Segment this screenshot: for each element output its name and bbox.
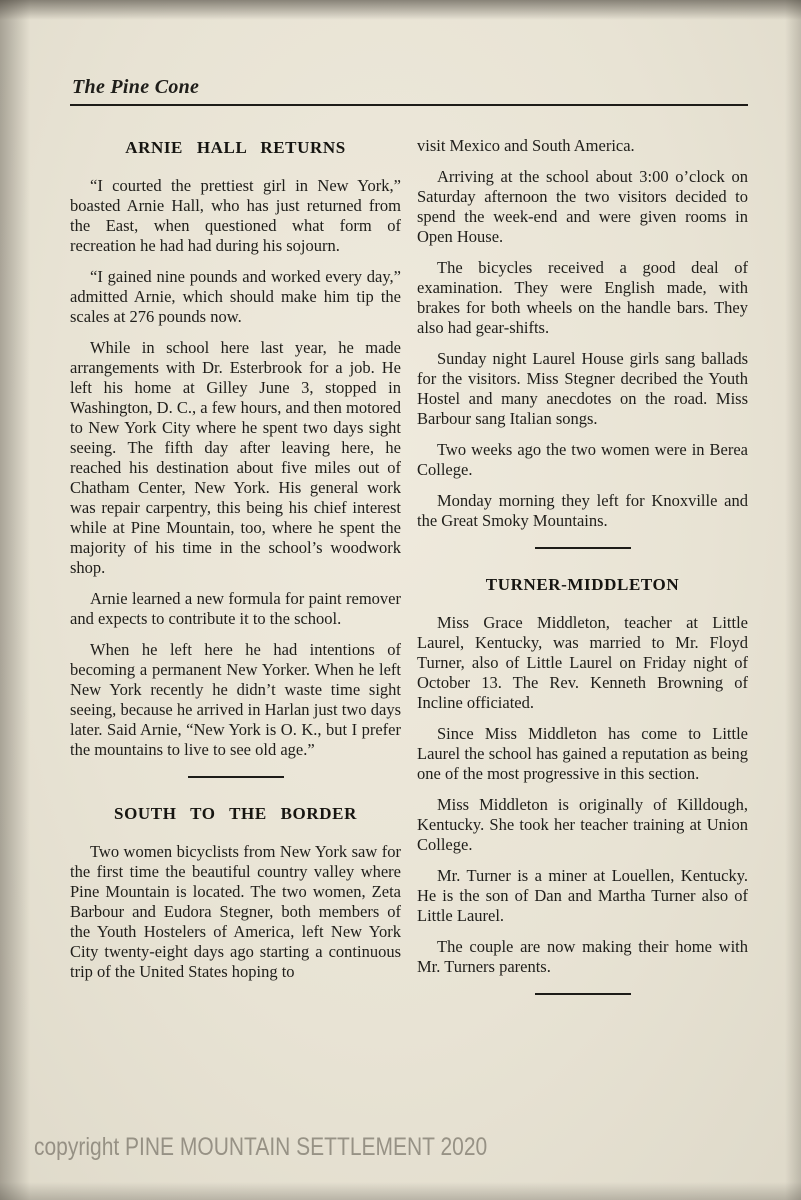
right-column <box>417 136 748 1021</box>
newsletter-title: The Pine Cone <box>72 76 200 98</box>
article-paragraph: When he left here he had intentions of becoming a permanent New Yorker. When he left New York recently he didn’t waste time sight seeing, because he arrived in Harlan just two days later. Said Arnie, “New York is O. K., but I prefer the mountains to live to see old age.” <box>70 640 401 759</box>
article-paragraph: Mr. Turner is a miner at Louellen, Kentucky. He is the son of Dan and Martha Turner also of Little Laurel. <box>417 866 748 925</box>
article-paragraph: visit Mexico and South America. <box>417 136 635 155</box>
article-paragraph: Two weeks ago the two women were in Berea College. <box>417 440 748 479</box>
article-columns <box>70 136 748 1021</box>
article-paragraph: “I gained nine pounds and worked every day,” admitted Arnie, which should make him tip the scales at 276 pounds now. <box>70 267 401 326</box>
section-divider <box>535 993 631 995</box>
article-paragraph: Sunday night Laurel House girls sang ballads for the visitors. Miss Stegner decribed the Youth Hostel and many anecdotes on the road. Miss Barbour sang Italian songs. <box>417 349 748 428</box>
article-paragraph: Miss Middleton is originally of Killdough, Kentucky. She took her teacher training at Union College. <box>417 795 748 854</box>
article-paragraph: The bicycles received a good deal of examination. They were English made, with brakes for both wheels on the handle bars. They also had gear-shifts. <box>417 258 748 337</box>
article-paragraph: Arnie learned a new formula for paint remover and expects to contribute it to the school. <box>70 589 401 628</box>
header-rule <box>70 104 748 106</box>
article-paragraph: Monday morning they left for Knoxville and the Great Smoky Mountains. <box>417 491 748 530</box>
article-paragraph: The couple are now making their home with Mr. Turners parents. <box>417 937 748 976</box>
article-title: ARNIE HALL RETURNS <box>125 138 346 157</box>
page-content <box>70 76 748 1021</box>
article-paragraph: While in school here last year, he made arrangements with Dr. Esterbrook for a job. He left his home at Gilley June 3, stopped in Washington, D. C., a few hours, and then motored to New York City where he spent two days sight seeing. The fifth day after leaving here, he reached his destination about five miles out of Chatham Center, New York. His general work was repair carpentry, this being his chief interest while at Pine Mountain, too, where he spent the majority of his time in the school’s woodwork shop. <box>70 338 401 577</box>
article-paragraph: Two women bicyclists from New York saw for the first time the beautiful country valley where Pine Mountain is located. The two women, Zeta Barbour and Eudora Stegner, both members of the Youth Hostelers of America, left New York City twenty-eight days ago starting a continuous trip of the United States hoping to <box>70 842 401 981</box>
article-paragraph: “I courted the prettiest girl in New York,” boasted Arnie Hall, who has just returned from the East, when questioned what form of recreation he had had during his sojourn. <box>70 176 401 255</box>
newsletter-header <box>70 76 748 106</box>
article-paragraph: Since Miss Middleton has come to Little Laurel the school has gained a reputation as being one of the most progressive in this section. <box>417 724 748 783</box>
article-title: SOUTH TO THE BORDER <box>114 804 357 823</box>
article-paragraph: Arriving at the school about 3:00 o’clock on Saturday afternoon the two visitors decided to spend the week-end and were given rooms in Open House. <box>417 167 748 246</box>
left-column <box>70 136 401 1021</box>
copyright-watermark: copyright PINE MOUNTAIN SETTLEMENT 2020 <box>34 1133 488 1161</box>
section-divider <box>535 547 631 549</box>
article-title: TURNER-MIDDLETON <box>485 575 680 594</box>
article-paragraph: Miss Grace Middleton, teacher at Little Laurel, Kentucky, was married to Mr. Floyd Turner, also of Little Laurel on Friday night of October 13. The Rev. Kenneth Browning of Incline officiated. <box>417 613 748 712</box>
section-divider <box>188 776 284 778</box>
